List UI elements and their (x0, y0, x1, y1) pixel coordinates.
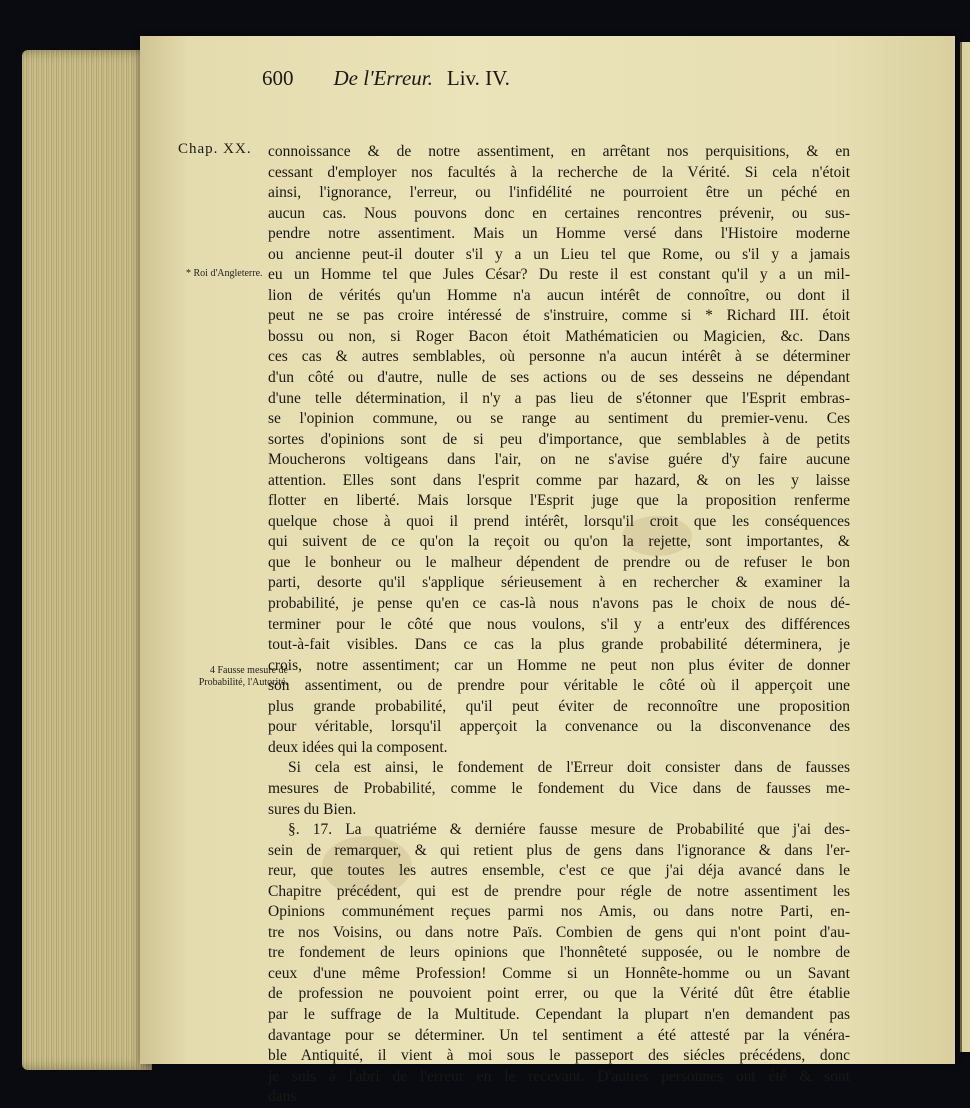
text-line: se l'opinion commune, ou se range au sentiment du premier-venu. Ces (268, 410, 850, 428)
text-line: terminer pour le côté que nous voulons, s'il y a entr'eux des différences (268, 615, 850, 633)
text-line: ble Antiquité, il vient à moi sous le passeport des siécles précédens, donc (268, 1047, 850, 1065)
text-line: quelque chose à quoi il prend intérêt, lorsqu'il croit que les conséquences (268, 512, 850, 530)
text-line: pendre notre assentiment. Mais un Homme versé dans l'Histoire moderne (268, 225, 850, 243)
text-line: peut ne se pas croire intéressé de s'instruire, comme si * Richard III. étoit (268, 307, 850, 325)
text-line: pour véritable, lorsqu'il apperçoit la convenance ou la disconvenance des (268, 718, 850, 736)
text-line: Chapitre précédent, qui est de prendre pour régle de notre assentiment les (268, 882, 850, 900)
text-line: flotter en liberté. Mais lorsque l'Esprit juge que la proposition renferme (268, 492, 850, 510)
margin-note-roi: * Roi d'Angleterre. (186, 268, 263, 279)
text-line: deux idées qui la composent. (268, 738, 448, 756)
text-line: que le bonheur ou le malheur dépendent de prendre ou de refuser le bon (268, 553, 850, 571)
text-line: attention. Elles sont dans l'esprit comme par hazard, & on les y laisse (268, 471, 850, 489)
text-line: Moucherons voltigeans dans l'air, on ne s'avise guére d'y faire aucune (268, 451, 850, 469)
text-line: lion de vérités qu'un Homme n'a aucun intérêt de connoître, ou dont il (268, 286, 850, 304)
text-line: dans (268, 1088, 297, 1106)
text-line: probabilité, je pense qu'en ce cas-là nous n'avons pas le choix de nous dé- (268, 595, 850, 613)
text-line: ceux d'une même Profession! Comme si un Honnête-homme ou un Savant (268, 964, 850, 982)
text-line: plus grande probabilité, qu'il peut éviter de reconnoître une proposition (268, 697, 850, 715)
text-line: parti, desorte qu'il s'applique sérieusement à en rechercher & examiner la (268, 574, 850, 592)
running-head (262, 66, 732, 91)
book-number: Liv. IV. (446, 66, 510, 90)
facing-page-edge (960, 42, 970, 1052)
text-line: je suis à l'abri de l'erreur en le recevant. D'autres personnes ont été & sont (268, 1067, 850, 1085)
text-line: Si cela est ainsi, le fondement de l'Erreur doit consister dans de fausses (288, 759, 850, 777)
page-number: 600 (262, 66, 294, 90)
text-line: eu un Homme tel que Jules César? Du reste il est constant qu'il y a un mil- (268, 266, 850, 284)
chapter-label: Chap. XX. (178, 141, 252, 157)
text-line: davantage pour se déterminer. Un tel sentiment a été attesté par la vénéra- (268, 1026, 850, 1044)
text-line: son assentiment, ou de prendre pour véritable le côté où il apperçoit une (268, 677, 850, 695)
text-line: Opinions communément reçues parmi nos Amis, ou dans notre Parti, en- (268, 903, 850, 921)
text-line: qui suivent de ce qu'on la reçoit ou qu'on la rejette, sont importantes, & (268, 533, 850, 551)
text-line: sein de remarquer, & qui retient plus de gens dans l'ignorance & dans l'er- (268, 841, 850, 859)
text-line: tre fondement de leurs opinions que l'honnêteté supposée, ou le nombre de (268, 944, 850, 962)
text-line: bossu ou non, si Roger Bacon étoit Mathématicien ou Magicien, &c. Dans (268, 327, 850, 345)
text-line: ces cas & autres semblables, où personne n'a aucun intérêt à se déterminer (268, 348, 850, 366)
book-page-edges (22, 50, 152, 1070)
text-line: de profession ne pouvoient point errer, ou que la Vérité dût être établie (268, 985, 850, 1003)
text-line: aucun cas. Nous pouvons donc en certaines rencontres prévenir, ou sus- (268, 204, 850, 222)
text-line: reur, que toutes les autres ensemble, c'est ce que j'ai déja avancé dans le (268, 862, 850, 880)
text-line: par le suffrage de la Multitude. Cependant la plupart n'en demandent pas (268, 1005, 850, 1023)
text-line: tre nos Voisins, ou dans notre Païs. Combien de gens qui n'ont point d'au- (268, 923, 850, 941)
text-line: connoissance & de notre assentiment, en arrêtant nos perquisitions, & en (268, 143, 850, 160)
text-line: d'une telle détermination, il n'y a pas lieu de s'étonner que l'Esprit embras- (268, 389, 850, 407)
body-text (268, 142, 850, 1108)
text-line: §. 17. La quatriéme & derniére fausse mesure de Probabilité que j'ai des- (288, 821, 850, 839)
text-line: mesures de Probabilité, comme le fondement du Vice dans de fausses me- (268, 779, 850, 797)
text-line: d'un côté ou d'autre, nulle de ses actions ou de ses desseins ne dépendant (268, 369, 850, 387)
text-line: crois, notre assentiment; car un Homme ne peut non plus éviter de donner (268, 656, 850, 674)
running-title: De l'Erreur. (333, 66, 433, 90)
text-line: sortes d'opinions sont de si peu d'importance, que semblables à de petits (268, 430, 850, 448)
text-line: ainsi, l'ignorance, l'erreur, ou l'infidélité ne pourroient être un péché en (268, 184, 850, 202)
margin-note-autorite: 4 Fausse mesure de Probabilité, l'Autorité. (198, 665, 288, 688)
text-line: tout-à-fait visibles. Dans ce cas la plus grande probabilité déterminera, je (268, 636, 850, 654)
text-line: ou ancienne peut-il douter s'il y a un Lieu tel que Rome, ou s'il y a jamais (268, 245, 850, 263)
text-line: cessant d'employer nos facultés à la recherche de la Vérité. Si cela n'étoit (268, 163, 850, 181)
text-line: sures du Bien. (268, 800, 357, 818)
